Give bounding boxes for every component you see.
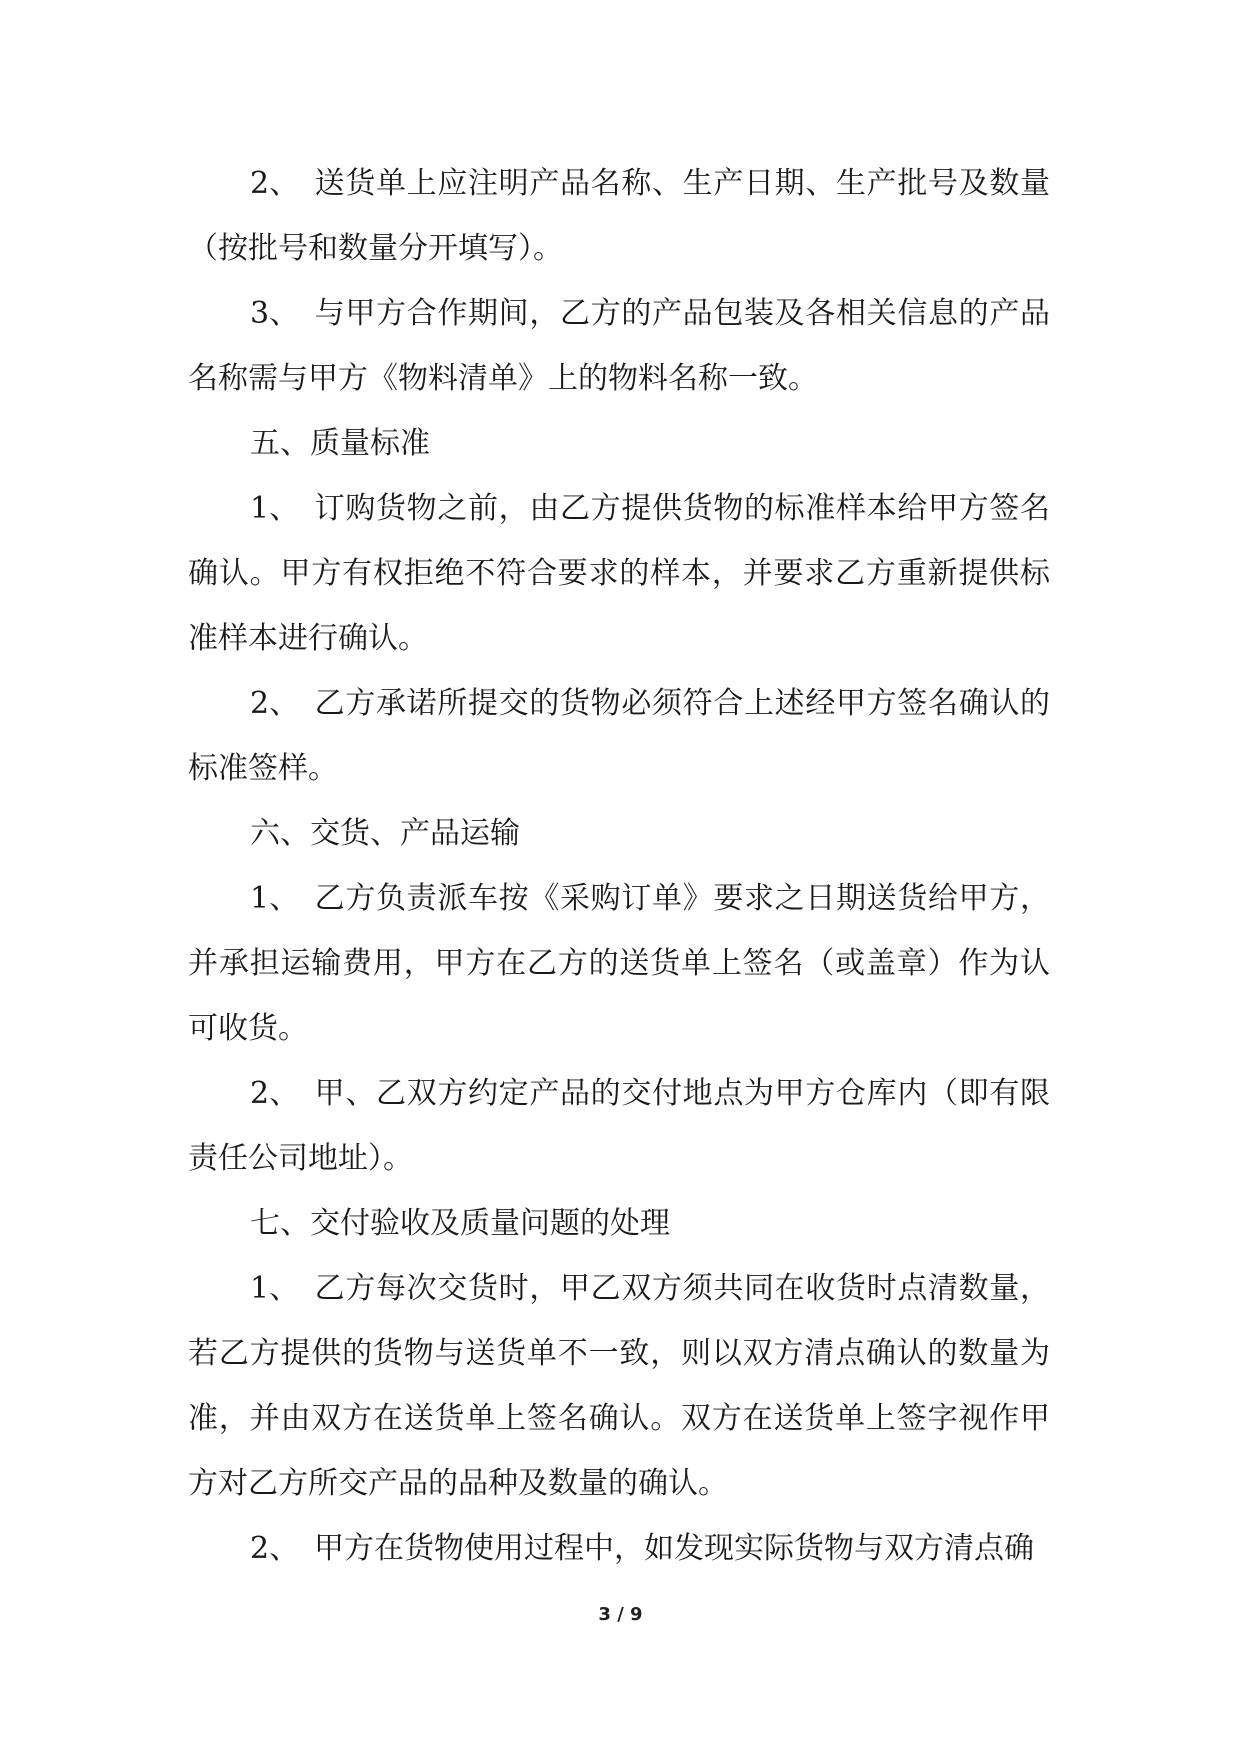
clause-text: 乙方承诺所提交的货物必须符合上述经甲方签名确认的标准签样。 — [188, 686, 1050, 786]
clause-paragraph — [188, 866, 1050, 1061]
section-heading: 七、交付验收及质量问题的处理 — [250, 1206, 670, 1241]
clause-number: 1、 — [250, 881, 300, 916]
clause-number: 3、 — [250, 296, 300, 331]
clause-paragraph — [188, 671, 1050, 801]
clause-paragraph — [188, 281, 1050, 411]
section-heading: 六、交货、产品运输 — [250, 816, 520, 851]
clause-paragraph — [188, 1061, 1050, 1191]
clause-text: 送货单上应注明产品名称、生产日期、生产批号及数量（按批号和数量分开填写）。 — [188, 166, 1050, 266]
document-body — [188, 151, 1050, 1581]
clause-number: 2、 — [250, 686, 300, 721]
clause-paragraph — [188, 476, 1050, 671]
section-heading: 五、质量标准 — [250, 426, 430, 461]
clause-number: 2、 — [250, 1531, 300, 1566]
clause-text: 甲、乙双方约定产品的交付地点为甲方仓库内（即有限责任公司地址）。 — [188, 1076, 1050, 1176]
clause-text: 订购货物之前，由乙方提供货物的标准样本给甲方签名确认。甲方有权拒绝不符合要求的样本，并要求乙方重新提供标准样本进行确认。 — [188, 491, 1050, 656]
clause-number: 2、 — [250, 166, 300, 201]
clause-text: 乙方每次交货时，甲乙双方须共同在收货时点清数量，若乙方提供的货物与送货单不一致，则以双方清点确认的数量为准，并由双方在送货单上签名确认。双方在送货单上签字视作甲方对乙方所交产品的品种及数量的确认。 — [188, 1271, 1050, 1501]
clause-text: 与甲方合作期间，乙方的产品包装及各相关信息的产品名称需与甲方《物料清单》上的物料名称一致。 — [188, 296, 1050, 396]
page-number: 3 / 9 — [598, 1604, 643, 1625]
clause-number: 2、 — [250, 1076, 300, 1111]
clause-text: 乙方负责派车按《采购订单》要求之日期送货给甲方，并承担运输费用，甲方在乙方的送货单上签名（或盖章）作为认可收货。 — [188, 881, 1050, 1046]
clause-paragraph — [188, 1256, 1050, 1516]
clause-text: 甲方在货物使用过程中，如发现实际货物与双方清点确 — [314, 1531, 1034, 1566]
clause-paragraph — [188, 1516, 1050, 1581]
clause-number: 1、 — [250, 491, 300, 526]
clause-paragraph — [188, 151, 1050, 281]
clause-number: 1、 — [250, 1271, 300, 1306]
